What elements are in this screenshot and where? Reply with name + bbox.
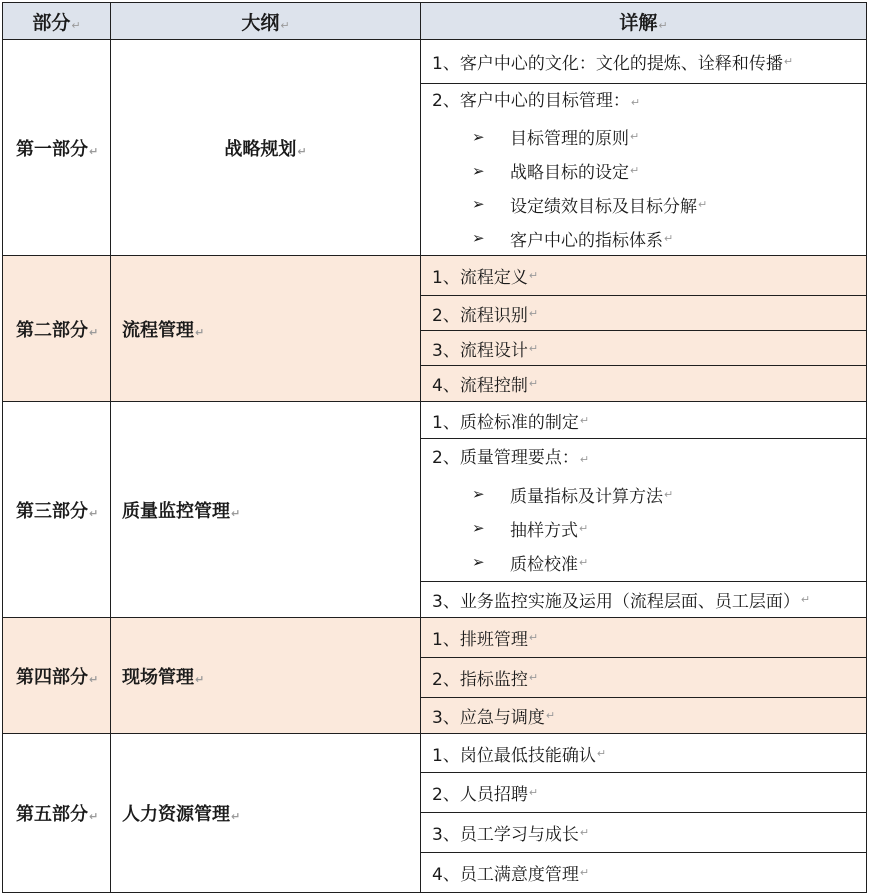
table-row <box>3 618 867 734</box>
detail-item: 3、应急与调度 ↵ <box>432 708 556 728</box>
bullet-arrow-icon: ➢ <box>472 229 485 248</box>
bullet-arrow-icon: ➢ <box>472 127 485 146</box>
detail-cell <box>421 256 867 402</box>
table-row <box>3 402 867 618</box>
bullet-item: ➢ 抽样方式 ↵ <box>472 519 589 541</box>
bullet-arrow-icon: ➢ <box>472 195 485 214</box>
document-page <box>2 2 866 886</box>
table-row <box>3 40 867 256</box>
detail-item: 4、流程控制 ↵ <box>432 376 539 396</box>
part-label: 第三部分↵ <box>3 402 111 618</box>
table-row <box>3 734 867 893</box>
detail-item: 2、客户中心的目标管理：↵ ➢ 目标管理的原则 ↵ ➢ 战略目标的设定 ↵ ➢ 设定绩效目标及目标分解 ↵ ➢ 客户中心的指标体系 ↵ <box>421 84 866 255</box>
course-outline-table <box>2 2 867 893</box>
table-header-row <box>3 3 867 40</box>
header-detail: 详解↵ <box>421 3 867 40</box>
detail-cell <box>421 40 867 256</box>
bullet-item: ➢ 客户中心的指标体系 ↵ <box>472 229 674 251</box>
detail-item: 3、流程设计 ↵ <box>421 331 866 366</box>
part-label: 第五部分↵ <box>3 734 111 893</box>
table-row <box>3 256 867 402</box>
detail-item: 3、员工学习与成长 ↵ <box>421 813 866 853</box>
bullet-item: ➢ 目标管理的原则 ↵ <box>472 127 640 150</box>
detail-item: 2、指标监控 ↵ <box>421 658 866 698</box>
outline-label: 战略规划↵ <box>111 40 421 256</box>
outline-label: 质量监控管理↵ <box>111 402 421 618</box>
detail-item: 2、质量管理要点：↵ ➢ 质量指标及计算方法 ↵ ➢ 抽样方式 ↵ ➢ 质检校准 ↵ <box>421 439 866 582</box>
bullet-item: ➢ 战略目标的设定 ↵ <box>472 161 640 184</box>
part-label: 第四部分↵ <box>3 618 111 734</box>
bullet-item: ➢ 质量指标及计算方法 ↵ <box>472 485 674 507</box>
header-outline: 大纲↵ <box>111 3 421 40</box>
detail-cell <box>421 402 867 618</box>
bullet-arrow-icon: ➢ <box>472 485 485 503</box>
detail-item: 1、排班管理 ↵ <box>421 618 866 658</box>
detail-item: 3、业务监控实施及运用（流程层面、员工层面） ↵ <box>432 592 811 612</box>
detail-cell <box>421 618 867 734</box>
bullet-item: ➢ 设定绩效目标及目标分解 ↵ <box>472 195 708 217</box>
bullet-item: ➢ 质检校准 ↵ <box>472 553 589 575</box>
bullet-arrow-icon: ➢ <box>472 519 485 537</box>
detail-item: 2、流程识别 ↵ <box>421 296 866 331</box>
header-part: 部分↵ <box>3 3 111 40</box>
detail-item: 4、员工满意度管理 ↵ <box>432 865 590 885</box>
detail-item: 1、质检标准的制定 ↵ <box>421 402 866 439</box>
detail-item: 1、岗位最低技能确认 ↵ <box>421 734 866 773</box>
detail-cell <box>421 734 867 893</box>
outline-label: 现场管理↵ <box>111 618 421 734</box>
bullet-arrow-icon: ➢ <box>472 161 485 180</box>
outline-label: 人力资源管理↵ <box>111 734 421 893</box>
part-label: 第二部分↵ <box>3 256 111 402</box>
part-label: 第一部分↵ <box>3 40 111 256</box>
bullet-arrow-icon: ➢ <box>472 553 485 571</box>
detail-item: 1、客户中心的文化：文化的提炼、诠释和传播 ↵ <box>421 40 866 84</box>
outline-label: 流程管理↵ <box>111 256 421 402</box>
detail-item: 1、流程定义 ↵ <box>421 256 866 296</box>
detail-item: 2、人员招聘 ↵ <box>421 773 866 813</box>
